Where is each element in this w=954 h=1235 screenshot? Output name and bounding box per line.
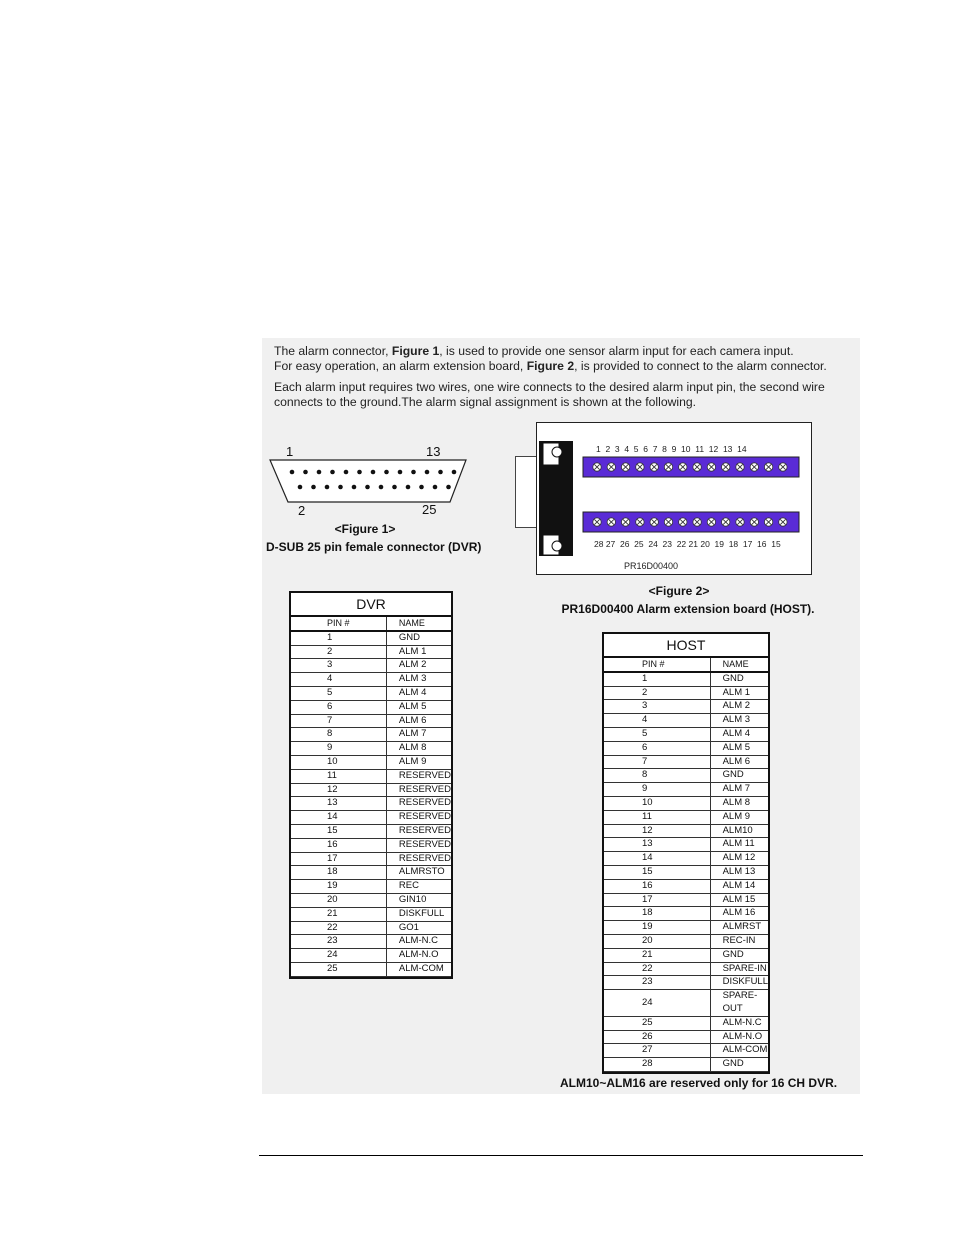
pin-hole xyxy=(298,485,303,490)
signal-name-cell: ALM-COM xyxy=(386,962,451,976)
signal-name-cell: ALM 11 xyxy=(710,838,768,852)
table-row xyxy=(604,865,768,879)
figure-2-caption: <Figure 2> xyxy=(648,584,710,598)
pin-hole xyxy=(411,470,416,475)
table-row xyxy=(291,645,451,659)
table-row xyxy=(291,686,451,700)
board-top-pin-numbers: 1 2 3 4 5 6 7 8 9 10 11 12 13 14 xyxy=(596,444,747,454)
pin-hole xyxy=(325,485,330,490)
pin-number-cell: 9 xyxy=(291,742,386,756)
pin-number-cell: 9 xyxy=(604,783,710,797)
pin-number-cell: 6 xyxy=(604,741,710,755)
table-row xyxy=(291,949,451,963)
pin-number-cell: 23 xyxy=(604,976,710,990)
pin-hole xyxy=(433,485,438,490)
table-row xyxy=(604,1044,768,1058)
host-table-grid xyxy=(604,658,768,1072)
table-row xyxy=(291,742,451,756)
table-row xyxy=(604,990,768,1017)
pin-number-cell: 14 xyxy=(604,852,710,866)
table-row xyxy=(291,673,451,687)
pin-hole xyxy=(425,470,430,475)
pin-number-cell: 16 xyxy=(604,879,710,893)
table-row xyxy=(604,783,768,797)
signal-name-cell: ALM 6 xyxy=(710,755,768,769)
signal-name-cell: ALM 8 xyxy=(386,742,451,756)
pin-number-cell: 4 xyxy=(291,673,386,687)
signal-name-cell: RESERVED xyxy=(386,769,451,783)
intro-paragraph-2: Each alarm input requires two wires, one wire connects to the desired alarm input pin, the second wire connects to the ground.The alarm signal assignment is shown at the following. xyxy=(274,380,825,409)
table-row xyxy=(291,714,451,728)
signal-name-cell: GND xyxy=(710,948,768,962)
table-row xyxy=(604,893,768,907)
pin-hole xyxy=(311,485,316,490)
signal-name-cell: ALM 6 xyxy=(386,714,451,728)
signal-name-cell: ALMRSTO xyxy=(386,866,451,880)
signal-name-cell: DISKFULL xyxy=(386,907,451,921)
signal-name-cell: ALM 14 xyxy=(710,879,768,893)
signal-name-cell: GND xyxy=(386,631,451,645)
signal-name-cell: RESERVED xyxy=(386,797,451,811)
intro-text-fragment: For easy operation, an alarm extension board, xyxy=(274,359,527,373)
pin-hole xyxy=(344,470,349,475)
table-row xyxy=(291,962,451,976)
signal-name-cell: GO1 xyxy=(386,921,451,935)
table-row xyxy=(291,769,451,783)
figure-2-ref: Figure 2 xyxy=(526,359,575,373)
pin-hole xyxy=(419,485,424,490)
table-row xyxy=(604,755,768,769)
table-row xyxy=(291,907,451,921)
pin-hole xyxy=(406,485,411,490)
table-row xyxy=(604,700,768,714)
pin-column-header: PIN # xyxy=(291,617,386,631)
signal-name-cell: ALM-N.C xyxy=(710,1016,768,1030)
table-header-row xyxy=(604,658,768,672)
intro-paragraph-1 xyxy=(274,344,854,374)
table-row xyxy=(604,921,768,935)
intro-text xyxy=(274,344,854,416)
table-row xyxy=(291,838,451,852)
table-row xyxy=(291,935,451,949)
signal-name-cell: RESERVED xyxy=(386,838,451,852)
table-row xyxy=(604,934,768,948)
board-model-label: PR16D00400 xyxy=(624,561,679,571)
table-row xyxy=(604,1030,768,1044)
signal-name-cell: ALM 1 xyxy=(710,686,768,700)
pin-number-cell: 22 xyxy=(604,962,710,976)
pin-number-cell: 6 xyxy=(291,700,386,714)
signal-name-cell: ALM 9 xyxy=(386,755,451,769)
pin-number-cell: 22 xyxy=(291,921,386,935)
pin-number-cell: 27 xyxy=(604,1044,710,1058)
signal-name-cell: ALM-COM xyxy=(710,1044,768,1058)
dvr-table-title: DVR xyxy=(291,593,451,617)
board-bottom-pin-numbers: 28 27 26 25 24 23 22 21 20 19 18 17 16 15 xyxy=(594,539,781,549)
signal-name-cell: SPARE-OUT xyxy=(710,990,768,1017)
figure-1-ref: Figure 1 xyxy=(391,344,440,358)
signal-name-cell: ALM 4 xyxy=(386,686,451,700)
pin-hole xyxy=(398,470,403,475)
signal-name-cell: GND xyxy=(710,769,768,783)
footnote: ALM10~ALM16 are reserved only for 16 CH DVR. xyxy=(560,1076,838,1090)
signal-name-cell: GIN10 xyxy=(386,893,451,907)
table-row xyxy=(604,727,768,741)
pin-hole xyxy=(290,470,295,475)
table-row xyxy=(604,686,768,700)
signal-name-cell: ALM 5 xyxy=(386,700,451,714)
pin-hole xyxy=(317,470,322,475)
table-row xyxy=(604,962,768,976)
host-table-title: HOST xyxy=(604,634,768,658)
pin-hole xyxy=(365,485,370,490)
table-row xyxy=(604,741,768,755)
pin-hole xyxy=(357,470,362,475)
signal-name-cell: RESERVED xyxy=(386,824,451,838)
signal-name-cell: RESERVED xyxy=(386,811,451,825)
signal-name-cell: SPARE-IN xyxy=(710,962,768,976)
pin-number-cell: 20 xyxy=(604,934,710,948)
table-row xyxy=(291,797,451,811)
table-row xyxy=(291,824,451,838)
table-row xyxy=(604,907,768,921)
table-row xyxy=(604,714,768,728)
table-row xyxy=(291,700,451,714)
table-row xyxy=(604,824,768,838)
pin-number-cell: 25 xyxy=(604,1016,710,1030)
table-row xyxy=(291,921,451,935)
pin-hole xyxy=(379,485,384,490)
pin-number-cell: 1 xyxy=(291,631,386,645)
signal-name-cell: ALM 4 xyxy=(710,727,768,741)
name-column-header: NAME xyxy=(386,617,451,631)
pin-hole xyxy=(352,485,357,490)
dvr-pin-table xyxy=(289,591,453,979)
table-row xyxy=(291,728,451,742)
pin-number-cell: 1 xyxy=(604,672,710,686)
pin-number-cell: 21 xyxy=(604,948,710,962)
pin-hole xyxy=(452,470,457,475)
signal-name-cell: ALM 1 xyxy=(386,645,451,659)
table-row xyxy=(604,672,768,686)
signal-name-cell: ALM-N.O xyxy=(710,1030,768,1044)
pin-number-cell: 26 xyxy=(604,1030,710,1044)
table-row xyxy=(291,783,451,797)
table-row xyxy=(291,866,451,880)
table-row xyxy=(604,838,768,852)
signal-name-cell: REC xyxy=(386,880,451,894)
signal-name-cell: ALM-N.C xyxy=(386,935,451,949)
dsub-connector-figure xyxy=(266,440,476,520)
pin-number-cell: 19 xyxy=(604,921,710,935)
pin-number-cell: 3 xyxy=(291,659,386,673)
pin-number-cell: 8 xyxy=(291,728,386,742)
pin-number-cell: 20 xyxy=(291,893,386,907)
pin-number-cell: 2 xyxy=(604,686,710,700)
figure-2-subcaption: PR16D00400 Alarm extension board (HOST). xyxy=(561,602,815,616)
pin-number-cell: 12 xyxy=(291,783,386,797)
pin-number-cell: 5 xyxy=(604,727,710,741)
signal-name-cell: ALM 7 xyxy=(386,728,451,742)
pin-number-cell: 12 xyxy=(604,824,710,838)
pin-13-label: 13 xyxy=(426,444,441,459)
intro-text-fragment: , is provided to connect to the alarm connector. xyxy=(574,359,827,373)
signal-name-cell: ALM 2 xyxy=(710,700,768,714)
signal-name-cell: ALM 5 xyxy=(710,741,768,755)
pin-1-label: 1 xyxy=(286,444,294,459)
pin-number-cell: 13 xyxy=(604,838,710,852)
table-row xyxy=(604,810,768,824)
pin-number-cell: 18 xyxy=(604,907,710,921)
table-row xyxy=(291,659,451,673)
signal-name-cell: GND xyxy=(710,1058,768,1072)
signal-name-cell: ALM 13 xyxy=(710,865,768,879)
pin-number-cell: 10 xyxy=(604,796,710,810)
pin-hole xyxy=(446,485,451,490)
pin-number-cell: 11 xyxy=(291,769,386,783)
figure-1-subcaption: D-SUB 25 pin female connector (DVR) xyxy=(266,540,482,554)
pin-number-cell: 13 xyxy=(291,797,386,811)
pin-hole xyxy=(438,470,443,475)
dvr-table-grid xyxy=(291,617,451,977)
pin-2-label: 2 xyxy=(298,503,306,518)
host-pin-table xyxy=(602,632,770,1074)
pin-number-cell: 15 xyxy=(604,865,710,879)
signal-name-cell: ALM10 xyxy=(710,824,768,838)
intro-text-fragment: The alarm connector, xyxy=(274,344,392,358)
pin-number-cell: 8 xyxy=(604,769,710,783)
signal-name-cell: DISKFULL xyxy=(710,976,768,990)
signal-name-cell: ALM 12 xyxy=(710,852,768,866)
table-row xyxy=(291,852,451,866)
table-row xyxy=(604,1016,768,1030)
signal-name-cell: ALM 8 xyxy=(710,796,768,810)
signal-name-cell: GND xyxy=(710,672,768,686)
table-row xyxy=(604,879,768,893)
signal-name-cell: ALMRST xyxy=(710,921,768,935)
signal-name-cell: ALM 3 xyxy=(386,673,451,687)
signal-name-cell: RESERVED xyxy=(386,783,451,797)
signal-name-cell: ALM 16 xyxy=(710,907,768,921)
pin-number-cell: 24 xyxy=(604,990,710,1017)
figure-1-caption: <Figure 1> xyxy=(334,522,396,536)
pin-number-cell: 17 xyxy=(291,852,386,866)
pin-number-cell: 11 xyxy=(604,810,710,824)
table-row xyxy=(604,948,768,962)
pin-number-cell: 23 xyxy=(291,935,386,949)
pin-number-cell: 28 xyxy=(604,1058,710,1072)
pin-25-label: 25 xyxy=(422,502,437,517)
table-row xyxy=(291,755,451,769)
pin-number-cell: 16 xyxy=(291,838,386,852)
pin-number-cell: 2 xyxy=(291,645,386,659)
pin-hole xyxy=(384,470,389,475)
pin-number-cell: 14 xyxy=(291,811,386,825)
table-row xyxy=(291,631,451,645)
pin-number-cell: 3 xyxy=(604,700,710,714)
table-row xyxy=(291,811,451,825)
signal-name-cell: ALM 15 xyxy=(710,893,768,907)
pin-number-cell: 10 xyxy=(291,755,386,769)
pin-number-cell: 17 xyxy=(604,893,710,907)
pin-number-cell: 24 xyxy=(291,949,386,963)
pin-number-cell: 15 xyxy=(291,824,386,838)
table-row xyxy=(291,893,451,907)
signal-name-cell: ALM 7 xyxy=(710,783,768,797)
table-row xyxy=(604,1058,768,1072)
pin-number-cell: 7 xyxy=(604,755,710,769)
pin-number-cell: 25 xyxy=(291,962,386,976)
footer-rule xyxy=(259,1155,863,1156)
table-header-row xyxy=(291,617,451,631)
intro-text-fragment: , is used to provide one sensor alarm input for each camera input. xyxy=(439,344,794,358)
pin-column-header: PIN # xyxy=(604,658,710,672)
table-row xyxy=(604,976,768,990)
table-row xyxy=(291,880,451,894)
signal-name-cell: ALM-N.O xyxy=(386,949,451,963)
signal-name-cell: RESERVED xyxy=(386,852,451,866)
table-row xyxy=(604,852,768,866)
signal-name-cell: REC-IN xyxy=(710,934,768,948)
pin-hole xyxy=(330,470,335,475)
pin-number-cell: 4 xyxy=(604,714,710,728)
pin-number-cell: 21 xyxy=(291,907,386,921)
table-row xyxy=(604,796,768,810)
signal-name-cell: ALM 3 xyxy=(710,714,768,728)
pin-hole xyxy=(338,485,343,490)
pin-number-cell: 5 xyxy=(291,686,386,700)
signal-name-cell: ALM 9 xyxy=(710,810,768,824)
table-row xyxy=(604,769,768,783)
pin-number-cell: 18 xyxy=(291,866,386,880)
pin-number-cell: 7 xyxy=(291,714,386,728)
name-column-header: NAME xyxy=(710,658,768,672)
pin-hole xyxy=(303,470,308,475)
pin-hole xyxy=(392,485,397,490)
pin-number-cell: 19 xyxy=(291,880,386,894)
pin-hole xyxy=(371,470,376,475)
signal-name-cell: ALM 2 xyxy=(386,659,451,673)
